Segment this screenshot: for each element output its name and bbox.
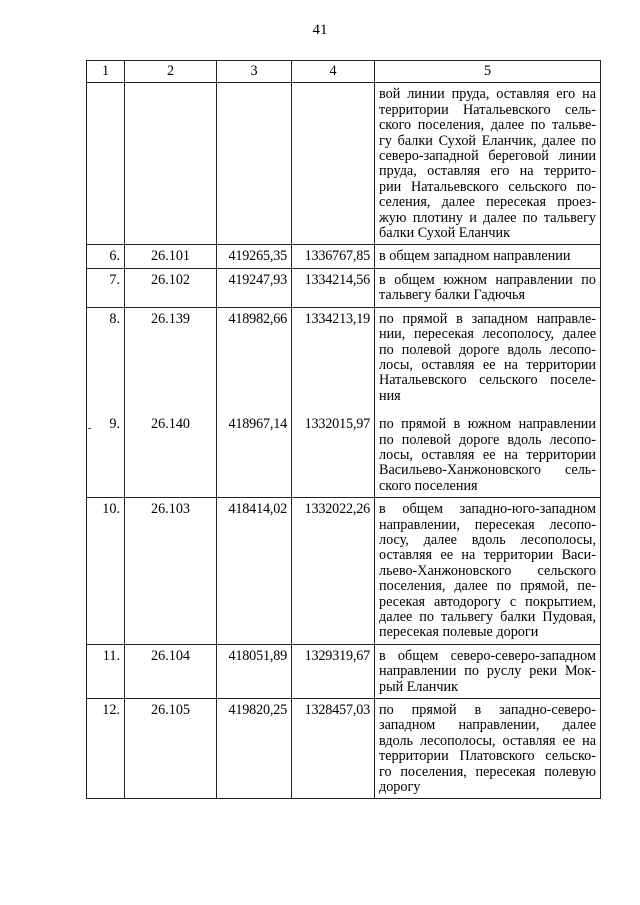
desc-line: по полевой дороге вдоль лесопо- (379, 431, 596, 448)
coord-x: 418982,66 (217, 307, 292, 407)
coord-y: 1336767,85 (292, 245, 375, 268)
boundary-description (375, 268, 601, 307)
boundary-table (86, 60, 601, 799)
coord-y: 1328457,03 (292, 699, 375, 799)
desc-line: рии Натальевского сельского по- (379, 178, 596, 195)
desc-line: рый Еланчик (379, 678, 459, 695)
desc-line: гу балки Сухой Еланчик, далее по (379, 132, 596, 149)
point-id: 26.139 (125, 307, 217, 407)
desc-line: ского поселения, далее по тальве- (379, 117, 596, 134)
desc-line: по прямой в южном направлении (379, 416, 596, 433)
row-number: 12. (87, 699, 125, 799)
desc-line: го поселения, пересекая полевую (379, 763, 596, 780)
desc-line: территории Платовского сельско- (379, 748, 596, 765)
desc-line: лосу, далее вдоль лесополосы, (379, 531, 596, 548)
desc-line: ния (379, 387, 401, 404)
desc-line: лосы, оставляя ее на территории (379, 446, 596, 463)
desc-line: селения, далее пересекая проез- (379, 194, 596, 211)
row-number: 11. (87, 644, 125, 698)
coord-y: 1334213,19 (292, 307, 375, 407)
coord-x: 419265,35 (217, 245, 292, 268)
boundary-description (375, 407, 601, 498)
header-col-5: 5 (375, 61, 601, 83)
desc-line: по прямой в западно-северо- (379, 702, 596, 719)
table-row (87, 245, 601, 268)
row-number: 7. (87, 268, 125, 307)
desc-line: по полевой дороге вдоль лесопо- (379, 341, 596, 358)
desc-line: Натальевского сельского поселе- (379, 372, 596, 389)
page-number: 41 (312, 22, 328, 38)
desc-line: пересекая полевые дороги (379, 624, 539, 641)
point-id: 26.105 (125, 699, 217, 799)
table-row (87, 699, 601, 799)
desc-line: направлении, пересекая лесопо- (379, 516, 596, 533)
point-id: 26.101 (125, 245, 217, 268)
desc-line: вдоль лесополосы, оставляя ее на (379, 732, 596, 749)
header-row (87, 61, 601, 83)
continuation-row (87, 83, 601, 245)
table-row (87, 268, 601, 307)
coord-x: 419820,25 (217, 699, 292, 799)
coord-x: 418967,14 (217, 407, 292, 498)
desc-line: в общем западно-юго-западном (379, 501, 596, 518)
desc-line: нии, пересекая лесополосу, далее (379, 326, 596, 343)
point-id: 26.104 (125, 644, 217, 698)
boundary-description (375, 498, 601, 645)
header-col-4: 4 (292, 61, 375, 83)
cell-empty (87, 83, 125, 245)
table-row (87, 407, 601, 498)
scan-mark (88, 428, 91, 429)
desc-line: ского поселения (379, 477, 478, 494)
desc-line: в общем северо-северо-западном (379, 647, 596, 664)
coord-y: 1334214,56 (292, 268, 375, 307)
coord-y: 1332022,26 (292, 498, 375, 645)
desc-line: пруда, оставляя его на террито- (379, 163, 596, 180)
desc-line: в общем южном направлении по (379, 271, 596, 288)
point-id: 26.103 (125, 498, 217, 645)
table-row (87, 644, 601, 698)
coord-y: 1332015,97 (292, 407, 375, 498)
header-col-3: 3 (217, 61, 292, 83)
header-col-2: 2 (125, 61, 217, 83)
desc-line: тальвегу балки Гадючья (379, 287, 526, 304)
table-row (87, 307, 601, 407)
desc-line: балки Сухой Еланчик (379, 225, 510, 242)
boundary-description (375, 245, 601, 268)
desc-line: в общем западном направлении (379, 248, 571, 265)
desc-line: Васильево-Ханжоновского сель- (379, 462, 596, 479)
desc-line: оставляя ее на территории Васи- (379, 547, 596, 564)
cell-empty (292, 83, 375, 245)
desc-line: дорогу (379, 779, 421, 796)
desc-line: поселения, далее по прямой, пе- (379, 578, 596, 595)
desc-line: по прямой в западном направле- (379, 310, 596, 327)
row-number: 10. (87, 498, 125, 645)
desc-line: северо-западной береговой линии (379, 148, 596, 165)
boundary-description (375, 699, 601, 799)
boundary-description (375, 644, 601, 698)
coord-x: 418051,89 (217, 644, 292, 698)
cell-empty (217, 83, 292, 245)
desc-line: льево-Ханжоновского сельского (379, 562, 596, 579)
desc-line: далее по тальвегу балки Пудовая, (379, 609, 596, 625)
row-number: 8. (87, 307, 125, 407)
cell-empty (125, 83, 217, 245)
boundary-description (375, 307, 601, 407)
coord-x: 418414,02 (217, 498, 292, 645)
desc-line: направлении по руслу реки Мок- (379, 663, 596, 680)
point-id: 26.140 (125, 407, 217, 498)
desc-line: жую плотину и далее по тальвегу (379, 209, 596, 226)
point-id: 26.102 (125, 268, 217, 307)
coord-y: 1329319,67 (292, 644, 375, 698)
desc-line: вой линии пруда, оставляя его на (379, 86, 596, 103)
table-row (87, 498, 601, 645)
desc-line: территории Натальевского сель- (379, 101, 596, 118)
continuation-description (375, 83, 601, 245)
row-number: 9. (87, 407, 125, 498)
desc-line: ресекая автодорогу с покрытием, (379, 593, 596, 610)
desc-line: лосы, оставляя ее на территории (379, 356, 596, 373)
desc-line: западном направлении, далее (379, 717, 596, 734)
header-col-1: 1 (87, 61, 125, 83)
coord-x: 419247,93 (217, 268, 292, 307)
row-number: 6. (87, 245, 125, 268)
